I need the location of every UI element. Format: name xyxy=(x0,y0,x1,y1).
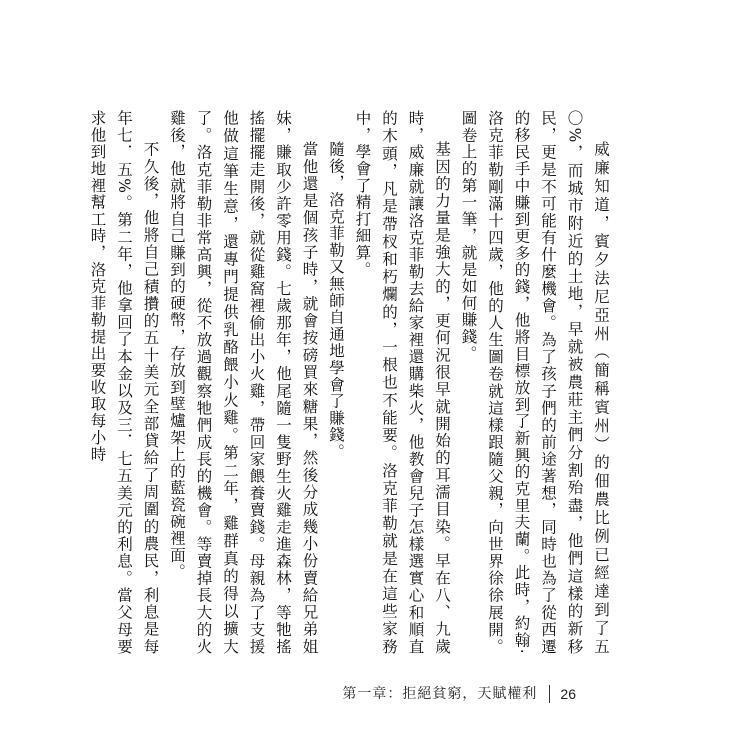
paragraph-1: 威廉知道，賓夕法尼亞州（簡稱賓州）的佃農比例已經達到了五〇%，而城市附近的土地，早就被農莊主們分割殆盡，他們這樣的新移民，更是不可能有什麼機會。為了孩子們的前途著想，同時也為了從西遷的移民手中賺到更多的錢，他將目標放到了新興的克里夫蘭。此時，約翰‧洛克菲勒剛滿十四歲，他的人生圖卷就這樣跟隨父親，向世界徐徐展開。圖卷上的第一筆，就是如何賺錢。 xyxy=(459,110,610,655)
chapter-title: 第一章：拒絕貧窮，天賦權利 xyxy=(342,685,550,703)
body-text xyxy=(88,110,614,655)
paragraph-4: 當他還是個孩子時，就會按磅買來糖果，然後分成幾小份賣給兄弟姐妹，賺取少許零用錢。七歲那年，他尾隨一隻野生火雞走進森林，等牠搖搖擺擺走開後，就從雞窩裡偷出小火雞，帶回家餵養賣錢。母親為了支援他做這筆生意，還專門提供乳酪餵小火雞。第二年，雞群真的得以擴大了。洛克菲勒非常高興，從不放過觀察牠們成長的機會。等賣掉長大的火雞後，他就將自己賺到的硬幣，存放到壁爐架上的藍瓷碗裡面。 xyxy=(168,110,319,655)
page-footer xyxy=(342,682,576,706)
paragraph-3: 隨後，洛克菲勒又無師自通地學會了賺錢。 xyxy=(327,141,345,461)
page-number: 26 xyxy=(560,686,576,702)
paragraph-2: 基因的力量是強大的，更何況很早就開始的耳濡目染。早在八、九歲時，威廉就讓洛克菲勒去給家裡還購柴火，他教會兒子怎樣選實心和順直的木頭，凡是帶杈和朽爛的，一根也不能要。洛克菲勒就是在這些家務中，學會了精打細算。 xyxy=(353,110,451,655)
paragraph-5: 不久後，他將自己積攢的五十美元全部貸給了周圍的農民，利息是每年七．五%。第二年，他拿回了本金以及三．七五美元的利息。當父母要求他到地裡幫工時，洛克菲勒提出要收取每小時 xyxy=(88,110,160,655)
